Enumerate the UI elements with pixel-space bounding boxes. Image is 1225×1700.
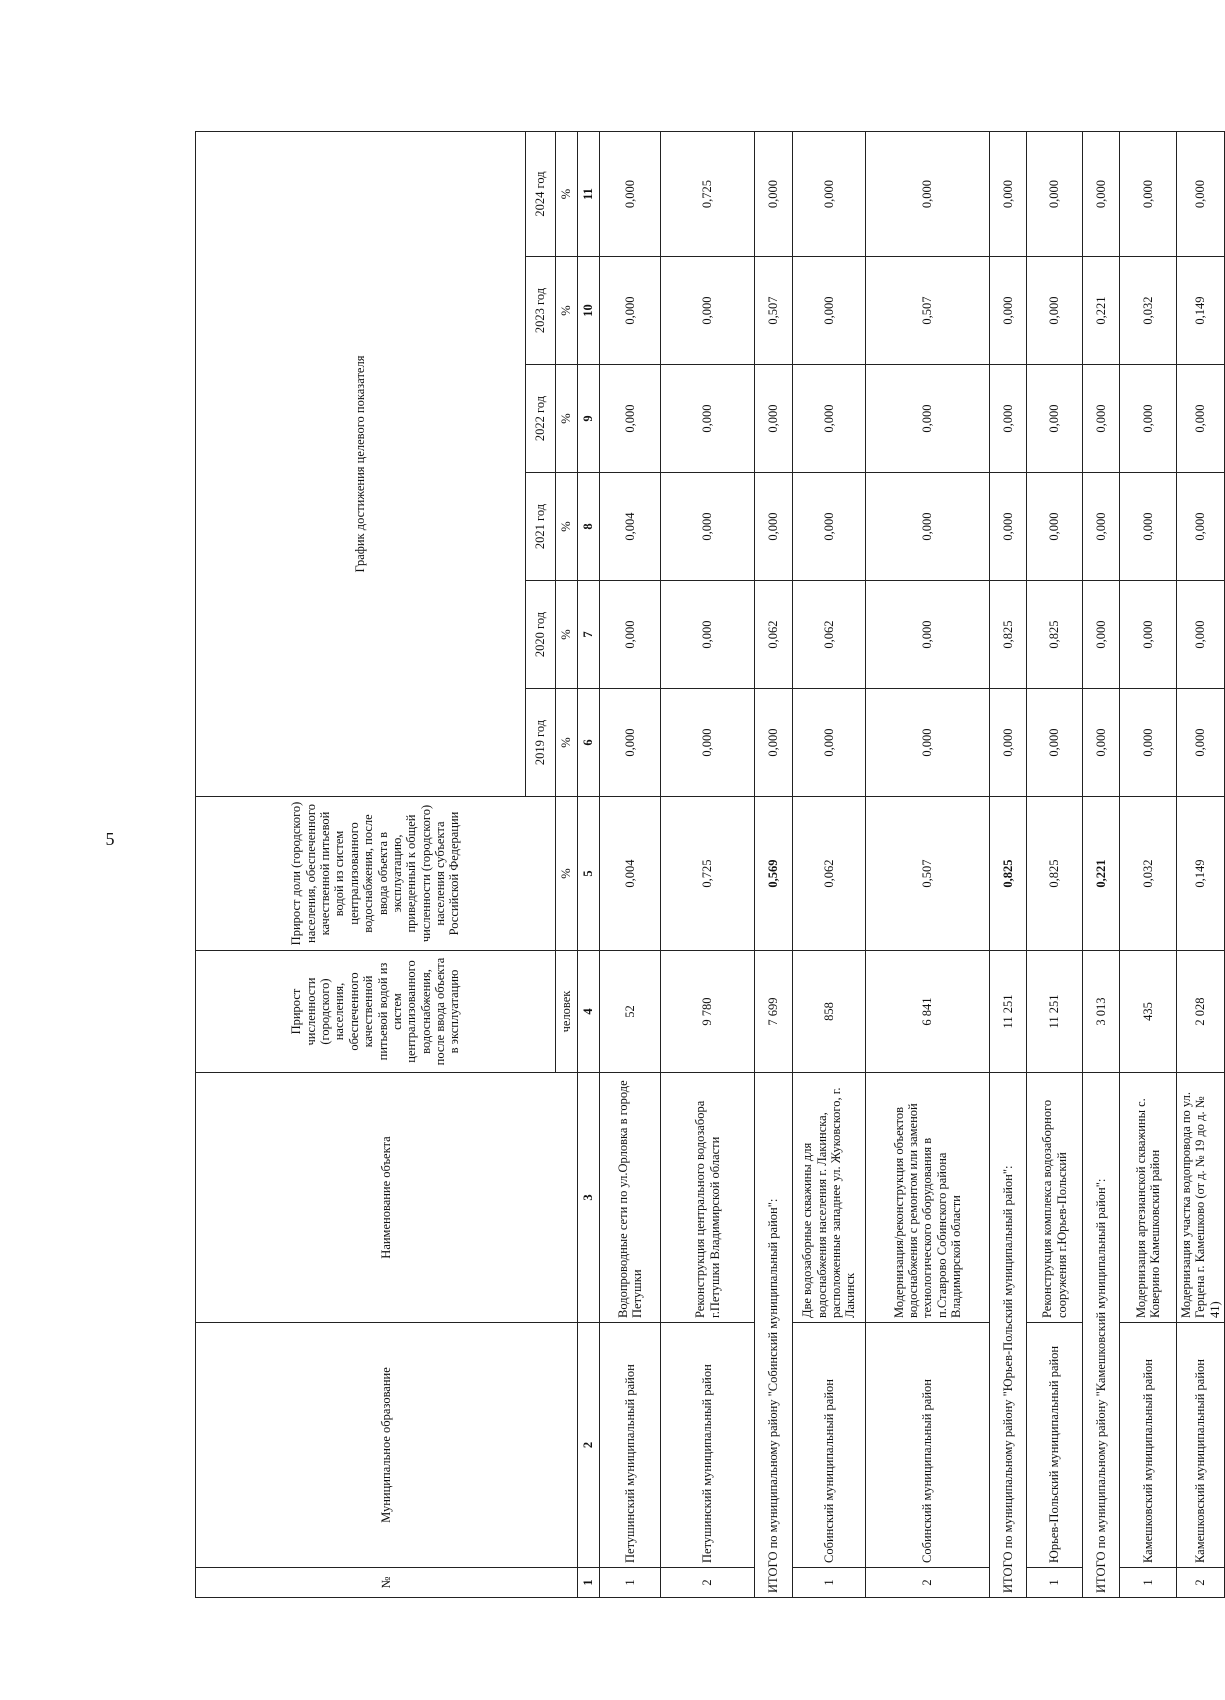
table-row	[600, 132, 661, 1598]
people-cell: 435	[1120, 951, 1177, 1073]
year-value-cell: 0,000	[600, 365, 661, 473]
year-value-cell: 0,000	[990, 473, 1027, 581]
object-name-cell: Модернизация артезианской скважины с. Коверино Камешковский район	[1120, 1073, 1177, 1323]
year-value-cell: 0,000	[1083, 365, 1120, 473]
year-value-cell: 0,000	[600, 132, 661, 257]
year-value-cell: 0,000	[793, 473, 866, 581]
year-value-cell: 0,062	[755, 581, 793, 689]
header-schedule: График достижения целевого показателя	[196, 132, 526, 797]
year-value-cell: 0,000	[793, 365, 866, 473]
column-number: 2	[578, 1323, 600, 1568]
object-name-cell: Модернизация участка водопровода по ул. Герцена г. Камешково (от д. № 19 до д. № 41)	[1177, 1073, 1225, 1323]
table-row	[1177, 132, 1225, 1598]
year-value-cell: 0,825	[990, 581, 1027, 689]
column-number: 6	[578, 689, 600, 797]
unit-people: человек	[556, 951, 578, 1073]
year-value-cell: 0,000	[866, 473, 990, 581]
object-name-cell: Модернизация/реконструкция объектов водоснабжения с ремонтом или заменой технологического оборудования в п.Ставрово Собинского района Владимирской области	[866, 1073, 990, 1323]
object-name-cell: Реконструкция центрального водозабора г.Петушки Владимирской области	[661, 1073, 755, 1323]
year-value-cell: 0,000	[1027, 365, 1083, 473]
total-people: 11 251	[990, 951, 1027, 1073]
year-value-cell: 0,000	[1027, 689, 1083, 797]
year-value-cell: 0,000	[661, 473, 755, 581]
municipality-cell: Камешковский муниципальный район	[1120, 1323, 1177, 1568]
total-label: ИТОГО по муниципальному району "Собинский муниципальный район":	[755, 1073, 793, 1598]
total-share: 0,569	[755, 797, 793, 951]
year-value-cell: 0,000	[661, 581, 755, 689]
year-value-cell: 0,000	[1120, 473, 1177, 581]
total-people: 3 013	[1083, 951, 1120, 1073]
year-value-cell: 0,000	[990, 689, 1027, 797]
year-value-cell: 0,000	[793, 132, 866, 257]
total-label: ИТОГО по муниципальному району "Юрьев-Польский муниципальный район":	[990, 1073, 1027, 1598]
object-name-cell: Две водозаборные скважины для водоснабжения населения г. Лакинска, расположенные западнее ул. Жуковского, г. Лакинск	[793, 1073, 866, 1323]
year-value-cell: 0,000	[990, 132, 1027, 257]
year-value-cell: 0,000	[661, 257, 755, 365]
year-value-cell: 0,000	[600, 581, 661, 689]
share-cell: 0,032	[1120, 797, 1177, 951]
year-value-cell: 0,000	[1083, 132, 1120, 257]
share-cell: 0,004	[600, 797, 661, 951]
people-cell: 11 251	[1027, 951, 1083, 1073]
total-row	[755, 132, 793, 1598]
total-row	[990, 132, 1027, 1598]
year-value-cell: 0,062	[793, 581, 866, 689]
header-year-2024: 2024 год	[526, 132, 556, 257]
year-value-cell: 0,000	[866, 581, 990, 689]
municipality-cell: Камешковский муниципальный район	[1177, 1323, 1225, 1568]
unit-percent: %	[556, 689, 578, 797]
year-value-cell: 0,000	[755, 689, 793, 797]
share-cell: 0,149	[1177, 797, 1225, 951]
column-number: 11	[578, 132, 600, 257]
header-share-growth: Прирост доли (городского) населения, обеспеченного качественной питьевой водой из систем централизованного водоснабжения, после ввода объекта в эксплуатацию, приведенный к общей численности (городского) населения субъекта Российской Федерации	[196, 797, 556, 951]
share-cell: 0,725	[661, 797, 755, 951]
header-year-2019: 2019 год	[526, 689, 556, 797]
target-indicator-table	[195, 131, 1225, 1598]
municipality-cell: Петушинский муниципальный район	[661, 1323, 755, 1568]
people-cell: 2 028	[1177, 951, 1225, 1073]
row-number: 1	[1120, 1568, 1177, 1598]
year-value-cell: 0,000	[1120, 132, 1177, 257]
year-value-cell: 0,004	[600, 473, 661, 581]
year-value-cell: 0,000	[793, 689, 866, 797]
column-number: 8	[578, 473, 600, 581]
year-value-cell: 0,000	[1177, 365, 1225, 473]
header-no: №	[196, 1568, 578, 1598]
year-value-cell: 0,000	[866, 689, 990, 797]
share-cell: 0,062	[793, 797, 866, 951]
unit-percent: %	[556, 365, 578, 473]
header-population-growth: Прирост численности (городского) населения, обеспеченного качественной питьевой водой из систем централизованного водоснабжения, после ввода объекта в эксплуатацию	[196, 951, 556, 1073]
share-cell: 0,825	[1027, 797, 1083, 951]
unit-percent: %	[556, 581, 578, 689]
table-row	[1027, 132, 1083, 1598]
object-name-cell: Реконструкция комплекса водозаборного сооружения г.Юрьев-Польский	[1027, 1073, 1083, 1323]
municipality-cell: Собинский муниципальный район	[866, 1323, 990, 1568]
total-share: 0,825	[990, 797, 1027, 951]
year-value-cell: 0,000	[1120, 689, 1177, 797]
row-number: 2	[866, 1568, 990, 1598]
year-value-cell: 0,000	[1083, 473, 1120, 581]
year-value-cell: 0,000	[1177, 689, 1225, 797]
year-value-cell: 0,000	[1027, 257, 1083, 365]
year-value-cell: 0,032	[1120, 257, 1177, 365]
year-value-cell: 0,725	[661, 132, 755, 257]
year-value-cell: 0,000	[1027, 473, 1083, 581]
column-number: 4	[578, 951, 600, 1073]
total-people: 7 699	[755, 951, 793, 1073]
year-value-cell: 0,000	[755, 365, 793, 473]
year-value-cell: 0,000	[866, 132, 990, 257]
municipality-cell: Собинский муниципальный район	[793, 1323, 866, 1568]
year-value-cell: 0,000	[866, 365, 990, 473]
row-number: 1	[793, 1568, 866, 1598]
header-year-2023: 2023 год	[526, 257, 556, 365]
year-value-cell: 0,000	[661, 689, 755, 797]
row-number: 1	[600, 1568, 661, 1598]
year-value-cell: 0,000	[793, 257, 866, 365]
year-value-cell: 0,221	[1083, 257, 1120, 365]
total-label: ИТОГО по муниципальному району "Камешковский муниципальный район":	[1083, 1073, 1120, 1598]
year-value-cell: 0,000	[755, 473, 793, 581]
table-container	[195, 132, 1222, 1598]
year-value-cell: 0,000	[990, 365, 1027, 473]
column-number: 10	[578, 257, 600, 365]
year-value-cell: 0,000	[600, 257, 661, 365]
municipality-cell: Юрьев-Польский муниципальный район	[1027, 1323, 1083, 1568]
column-number: 5	[578, 797, 600, 951]
column-number: 7	[578, 581, 600, 689]
table-row	[661, 132, 755, 1598]
people-cell: 6 841	[866, 951, 990, 1073]
people-cell: 9 780	[661, 951, 755, 1073]
share-cell: 0,507	[866, 797, 990, 951]
year-value-cell: 0,000	[1027, 132, 1083, 257]
total-share: 0,221	[1083, 797, 1120, 951]
people-cell: 52	[600, 951, 661, 1073]
people-cell: 858	[793, 951, 866, 1073]
column-number: 9	[578, 365, 600, 473]
header-year-2022: 2022 год	[526, 365, 556, 473]
table-row	[866, 132, 990, 1598]
year-value-cell: 0,825	[1027, 581, 1083, 689]
header-object-name: Наименование объекта	[196, 1073, 578, 1323]
unit-percent: %	[556, 257, 578, 365]
year-value-cell: 0,000	[1177, 581, 1225, 689]
row-number: 1	[1027, 1568, 1083, 1598]
year-value-cell: 0,000	[1083, 689, 1120, 797]
unit-percent: %	[556, 132, 578, 257]
year-value-cell: 0,507	[866, 257, 990, 365]
table-row	[1120, 132, 1177, 1598]
rotated-table-area	[195, 132, 1222, 1598]
column-number: 1	[578, 1568, 600, 1598]
total-row	[1083, 132, 1120, 1598]
row-number: 2	[1177, 1568, 1225, 1598]
unit-percent: %	[556, 797, 578, 951]
year-value-cell: 0,000	[1177, 132, 1225, 257]
year-value-cell: 0,149	[1177, 257, 1225, 365]
unit-percent: %	[556, 473, 578, 581]
column-number: 3	[578, 1073, 600, 1323]
header-year-2021: 2021 год	[526, 473, 556, 581]
table-row	[793, 132, 866, 1598]
year-value-cell: 0,000	[1177, 473, 1225, 581]
year-value-cell: 0,000	[1120, 365, 1177, 473]
year-value-cell: 0,507	[755, 257, 793, 365]
header-municipality: Муниципальное образование	[196, 1323, 578, 1568]
year-value-cell: 0,000	[755, 132, 793, 257]
year-value-cell: 0,000	[1083, 581, 1120, 689]
table-body	[196, 132, 1225, 1598]
object-name-cell: Водопроводные сети по ул.Орловка в городе Петушки	[600, 1073, 661, 1323]
municipality-cell: Петушинский муниципальный район	[600, 1323, 661, 1568]
page-number: 5	[105, 829, 115, 849]
year-value-cell: 0,000	[600, 689, 661, 797]
year-value-cell: 0,000	[1120, 581, 1177, 689]
year-value-cell: 0,000	[661, 365, 755, 473]
year-value-cell: 0,000	[990, 257, 1027, 365]
header-year-2020: 2020 год	[526, 581, 556, 689]
row-number: 2	[661, 1568, 755, 1598]
